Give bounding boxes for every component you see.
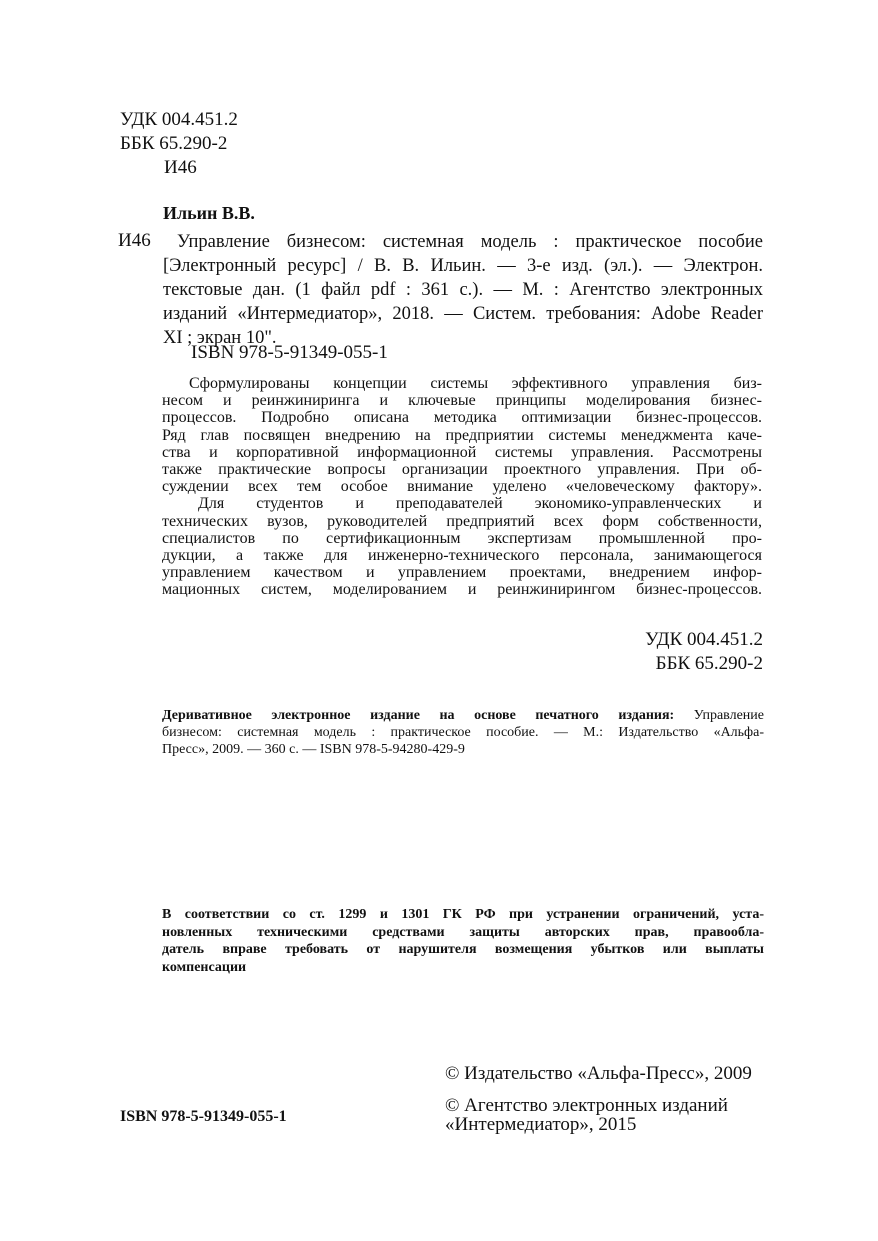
legal-notice: [162, 906, 764, 977]
abstract-line: процессов. Подробно описана методика оптимизации бизнес-процессов.: [162, 409, 762, 427]
copyright-line: © Агентство электронных изданий: [445, 1095, 728, 1116]
legal-line: В соответствии со ст. 1299 и 1301 ГК РФ при устранении ограничений, уста-: [162, 907, 764, 922]
abstract-line: суждении всех тем особое внимание уделено «человеческому фактору».: [162, 478, 762, 496]
abstract-line: Для студентов и преподавателей экономико-управленческих и: [198, 495, 762, 513]
header-codes: [120, 108, 238, 180]
derivative-label: Деривативное электронное издание на основе печатного издания:: [162, 708, 675, 723]
abstract-line: ства и корпоративной информационной системы управления. Рассмотрены: [162, 443, 762, 461]
abstract: [162, 375, 762, 599]
abstract-line: Сформулированы концепции системы эффективного управления биз-: [189, 375, 762, 392]
abstract-line: Ряд глав посвящен внедрению на предприятии системы менеджмента каче-: [162, 426, 762, 444]
description-line: XI ; экран 10".: [163, 328, 277, 348]
bbk-code: ББК 65.290-2: [655, 653, 763, 674]
bottom-isbn: ISBN 978-5-91349-055-1: [120, 1108, 287, 1125]
udk-code: УДК 004.451.2: [645, 629, 763, 650]
abstract-line: мационных систем, моделированием и реинжинирингом бизнес-процессов.: [162, 581, 762, 599]
udk-code: УДК 004.451.2: [120, 109, 238, 130]
copyright-publisher: © Издательство «Альфа-Пресс», 2009: [445, 1063, 752, 1084]
description-line: [Электронный ресурс] / В. В. Ильин. — 3-е изд. (эл.). — Электрон.: [163, 256, 763, 276]
description-line: изданий «Интермедиатор», 2018. — Систем. требования: Adobe Reader: [163, 304, 763, 324]
derivative-text: бизнесом: системная модель : практическое пособие. — М.: Издательство «Альфа-: [162, 725, 764, 740]
author: Ильин В.В.: [163, 203, 255, 223]
abstract-line: специалистов по сертификационным экспертизам промышленной про-: [162, 529, 762, 547]
legal-line: датель вправе требовать от нарушителя возмещения убытков или выплаты: [162, 942, 764, 958]
description-line: Управление бизнесом: системная модель : практическое пособие: [177, 232, 763, 252]
abstract-line: дукции, а также для инженерно-технического персонала, занимающегося: [162, 547, 762, 565]
abstract-line: технических вузов, руководителей предприятий всех форм собственности,: [162, 512, 762, 530]
bbk-code: ББК 65.290-2: [120, 133, 228, 154]
copyright-agency: [445, 1096, 728, 1134]
description-line: текстовые дан. (1 файл pdf : 361 с.). — М. : Агентство электронных: [163, 280, 763, 300]
footer-codes: [600, 628, 763, 676]
abstract-line: также практические вопросы организации проектного управления. При об-: [162, 461, 762, 479]
abstract-line: несом и реинжиниринга и ключевые принципы моделирования бизнес-: [162, 392, 762, 410]
author-mark: И46: [164, 157, 197, 178]
derivative-text: Пресс», 2009. — 360 с. — ISBN 978-5-94280-429-9: [162, 742, 465, 757]
abstract-line: управлением качеством и управлением проектами, внедрением инфор-: [162, 564, 762, 582]
isbn: ISBN 978-5-91349-055-1: [191, 342, 388, 363]
derivative-text: Управление: [693, 708, 764, 723]
entry-code: И46: [118, 230, 151, 251]
derivative-note: [162, 707, 764, 758]
copyright-line: «Интермедиатор», 2015: [445, 1114, 637, 1135]
legal-line: компенсации: [162, 960, 247, 976]
bibliographic-description: [163, 230, 763, 350]
legal-line: новленных техническими средствами защиты авторских прав, правообла-: [162, 924, 764, 940]
